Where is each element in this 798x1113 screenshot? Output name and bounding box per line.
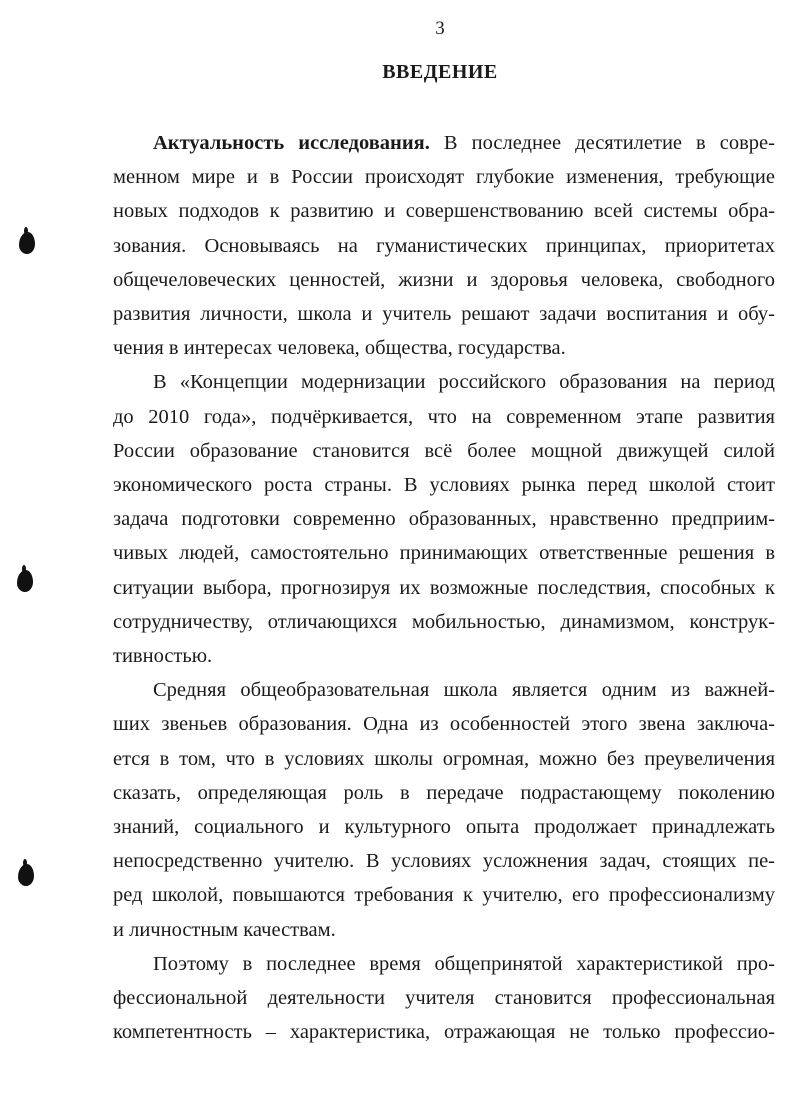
text-line: ется в том, что в условиях школы огромная, можно без преувеличения: [113, 747, 775, 770]
text-line: новых подходов к развитию и совершенствованию всей системы обра-: [113, 200, 775, 223]
text-line: чивых людей, самостоятельно принимающих ответственные решения в: [113, 542, 775, 565]
text-line: чения в интересах человека, общества, государства.: [113, 337, 566, 360]
text-line: общечеловеческих ценностей, жизни и здоровья человека, свободного: [113, 268, 775, 291]
text-line: В «Концепции модернизации российского образования на период: [153, 371, 775, 394]
text-line: сказать, определяющая роль в передаче подрастающему поколению: [113, 781, 775, 804]
binder-hole-blot: [18, 864, 34, 886]
text-line: тивностью.: [113, 645, 213, 668]
text-line: фессиональной деятельности учителя становится профессиональная: [113, 987, 775, 1010]
text-line: развития личности, школа и учитель решают задачи воспитания и обу-: [113, 303, 775, 326]
text-line: ситуации выбора, прогнозируя их возможные последствия, способных к: [113, 576, 775, 599]
text-line: компетентность – характеристика, отражающая не только профессио-: [113, 1021, 775, 1044]
lead-bold-phrase: Актуальность исследования.: [153, 132, 430, 154]
text-line: Актуальность исследования. В последнее десятилетие в совре-: [153, 132, 775, 154]
text-line: задача подготовки современно образованных, нравственно предприим-: [113, 508, 775, 531]
page-number: 3: [435, 18, 445, 39]
text-line: экономического роста страны. В условиях рынка перед школой стоит: [113, 474, 775, 497]
text-line: знаний, социального и культурного опыта продолжает принадлежать: [113, 816, 775, 839]
binder-hole-blot: [17, 570, 33, 592]
body-text: [113, 126, 775, 1049]
section-heading: ВВЕДЕНИЕ: [382, 61, 498, 83]
text-line: Средняя общеобразовательная школа является одним из важней-: [153, 679, 775, 702]
text-line: России образование становится всё более мощной движущей силой: [113, 439, 775, 462]
text-line: сотрудничеству, отличающихся мобильностью, динамизмом, конструк-: [113, 610, 775, 633]
text-line: и личностным качествам.: [113, 918, 336, 941]
binder-hole-blot: [19, 232, 35, 254]
text-line: Поэтому в последнее время общепринятой характеристикой про-: [153, 952, 775, 975]
text-line: ших звеньев образования. Одна из особенностей этого звена заключа-: [113, 713, 775, 736]
text-line: непосредственно учителю. В условиях усложнения задач, стоящих пе-: [113, 850, 775, 873]
text-line: ред школой, повышаются требования к учителю, его профессионализму: [113, 884, 775, 907]
text-line: до 2010 года», подчёркивается, что на современном этапе развития: [113, 405, 775, 428]
text-line: менном мире и в России происходят глубокие изменения, требующие: [113, 166, 775, 189]
text-line: зования. Основываясь на гуманистических принципах, приоритетах: [113, 234, 775, 257]
